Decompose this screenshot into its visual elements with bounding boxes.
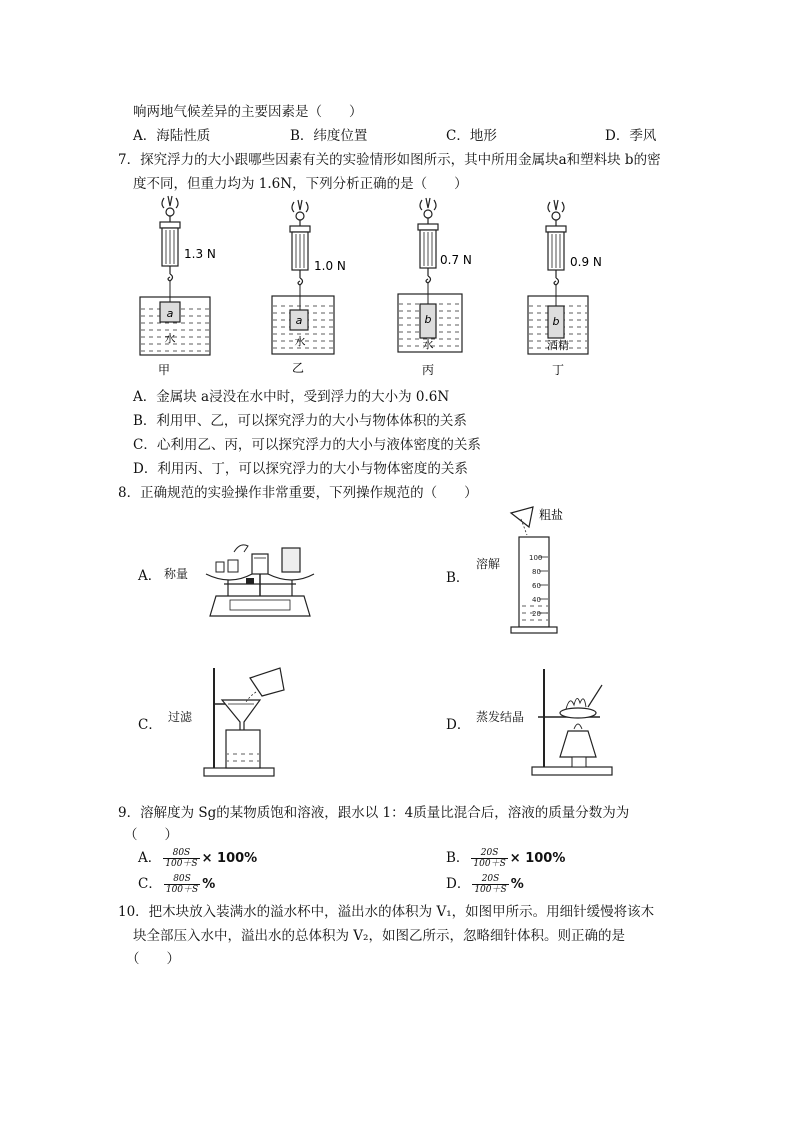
graduated-cylinder-drawing [505, 505, 585, 635]
q8-option-a-label: 称量 [164, 567, 189, 581]
q9-option-b: B． $\frac{20S}{100+S}$ × 100% [446, 848, 566, 869]
q10-stem-line2: 块全部压入水中，溢出水的总体积为 V₂，如图乙所示，忽略细针体积。则正确的是 [133, 928, 625, 944]
scale-mark-60: 60 [532, 582, 541, 590]
q9-option-d: D． $\frac{20S}{100+S}$ % [446, 874, 524, 895]
liquid-ding: 酒精 [547, 339, 569, 352]
q8-option-c-key: C． [138, 717, 162, 733]
panel-ding [528, 200, 602, 377]
scale-mark-100: 100 [529, 554, 543, 562]
liquid-jia: 水 [164, 332, 176, 345]
q6-option-c: C．地形 [446, 128, 497, 144]
q8-option-d-key: D． [446, 717, 471, 733]
coarse-salt-label: 粗盐 [539, 508, 564, 522]
q9-option-c: C． $\frac{80S}{100+S}$ % [138, 874, 216, 895]
reading-jia: 1.3 N [184, 247, 216, 261]
q10-stem-line3: （ ） [126, 951, 180, 967]
q8-option-d-label: 蒸发结晶 [476, 710, 525, 724]
block-jia: a [166, 307, 174, 320]
q6-option-a: A．海陆性质 [133, 128, 211, 144]
reading-bing: 0.7 N [440, 253, 472, 267]
q10-stem-line1: 10．把木块放入装满水的溢水杯中，溢出水的体积为 V₁，如图甲所示。用细针缓慢将该木 [118, 904, 655, 920]
scale-mark-20: 20 [532, 610, 541, 618]
scale-mark-40: 40 [532, 596, 541, 604]
panel-yi [272, 200, 346, 375]
q6-option-d: D．季风 [605, 128, 657, 144]
block-ding: b [552, 315, 560, 328]
q6-stem: 响两地气候差异的主要因素是（ ） [133, 104, 363, 120]
q8-option-b-key: B． [446, 570, 470, 586]
evaporation-setup-drawing [530, 665, 620, 777]
liquid-yi: 水 [294, 335, 306, 348]
label-bing: 丙 [421, 363, 435, 377]
q8-stem: 8．正确规范的实验操作非常重要，下列操作规范的（ ） [118, 485, 478, 501]
q7-stem-line2: 度不同，但重力均为 1.6N，下列分析正确的是（ ） [133, 176, 468, 192]
block-yi: a [295, 314, 303, 327]
q9-stem-line1: 9．溶解度为 Sg的某物质饱和溶液，跟水以 1：4质量比混合后，溶液的质量分数为为 [118, 805, 630, 821]
q7-option-a: A．金属块 a浸没在水中时，受到浮力的大小为 0.6N [133, 389, 450, 405]
label-jia: 甲 [157, 363, 171, 377]
q9-stem-line2: （ ） [124, 827, 178, 843]
liquid-bing: 水 [422, 338, 434, 351]
q9-option-a: A． $\frac{80S}{100+S}$ × 100% [138, 848, 258, 869]
q6-option-b: B．纬度位置 [290, 128, 368, 144]
block-bing: b [424, 313, 432, 326]
q8-option-a-key: A． [138, 568, 162, 584]
filtration-setup-drawing [200, 660, 310, 778]
q7-stem-line1: 7．探究浮力的大小跟哪些因素有关的实验情形如图所示，其中所用金属块a和塑料块 b的密 [118, 152, 661, 168]
label-yi: 乙 [291, 361, 305, 375]
q8-option-c-label: 过滤 [168, 710, 193, 724]
q7-buoyancy-figure [140, 194, 620, 384]
panel-bing [398, 198, 472, 377]
reading-yi: 1.0 N [314, 259, 346, 273]
reading-ding: 0.9 N [570, 255, 602, 269]
q7-option-c: C．心利用乙、丙，可以探究浮力的大小与液体密度的关系 [133, 437, 481, 453]
q7-option-b: B．利用甲、乙，可以探究浮力的大小与物体体积的关系 [133, 413, 467, 429]
label-ding: 丁 [551, 363, 565, 377]
q7-option-d: D．利用丙、丁，可以探究浮力的大小与物体密度的关系 [133, 461, 468, 477]
scale-mark-80: 80 [532, 568, 541, 576]
q8-option-b-label: 溶解 [476, 557, 501, 571]
balance-scale-drawing [200, 530, 320, 620]
panel-jia [140, 196, 216, 377]
